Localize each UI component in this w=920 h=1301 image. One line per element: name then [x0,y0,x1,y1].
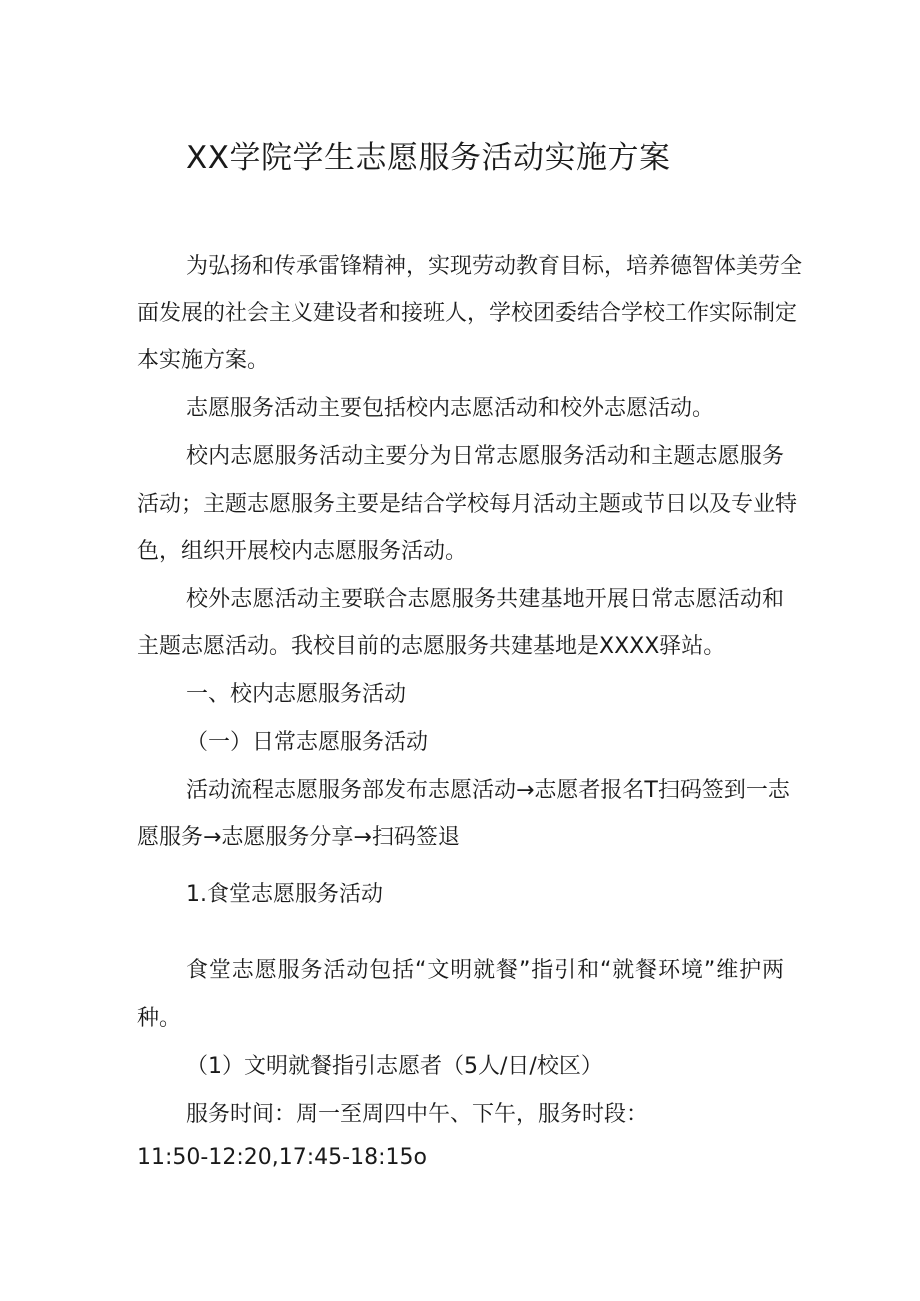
paragraph-line: 校内志愿服务活动主要分为日常志愿服务活动和主题志愿服务 [186,444,784,469]
paragraph-line: 愿服务→志愿服务分享→扫码签退 [137,825,460,850]
paragraph-line: 11:50-12:20,17:45-18:15o [137,1145,427,1170]
paragraph-line: 为弘扬和传承雷锋精神，实现劳动教育目标，培养德智体美劳全 [186,254,803,279]
item-heading: 1.食堂志愿服务活动 [186,882,383,907]
section-heading: 一、校内志愿服务活动 [186,682,407,707]
subsection-heading: （一）日常志愿服务活动 [186,730,429,755]
paragraph-line: 主题志愿活动。我校目前的志愿服务共建基地是XXXX驿站。 [137,634,726,659]
paragraph-line: 校外志愿活动主要联合志愿服务共建基地开展日常志愿活动和 [186,587,784,612]
document-title: XX学院学生志愿服务活动实施方案 [186,140,671,176]
paragraph-line: 色，组织开展校内志愿服务活动。 [137,539,468,564]
paragraph-line: 服务时间：周一至周四中午、下午，服务时段： [186,1102,649,1127]
paragraph-line: 食堂志愿服务活动包括“文明就餐”指引和“就餐环境”维护两 [186,958,784,983]
paragraph-line: 活动；主题志愿服务主要是结合学校每月活动主题或节日以及专业特 [137,492,798,517]
item-heading: （1）文明就餐指引志愿者（5人/日/校区） [186,1054,603,1079]
paragraph-line: 志愿服务活动主要包括校内志愿活动和校外志愿活动。 [186,396,715,421]
paragraph-line: 面发展的社会主义建设者和接班人，学校团委结合学校工作实际制定 [137,301,798,326]
paragraph-line: 活动流程志愿服务部发布志愿活动→志愿者报名T扫码签到一志 [186,778,790,803]
paragraph-line: 种。 [137,1006,182,1031]
paragraph-line: 本实施方案。 [137,348,270,373]
